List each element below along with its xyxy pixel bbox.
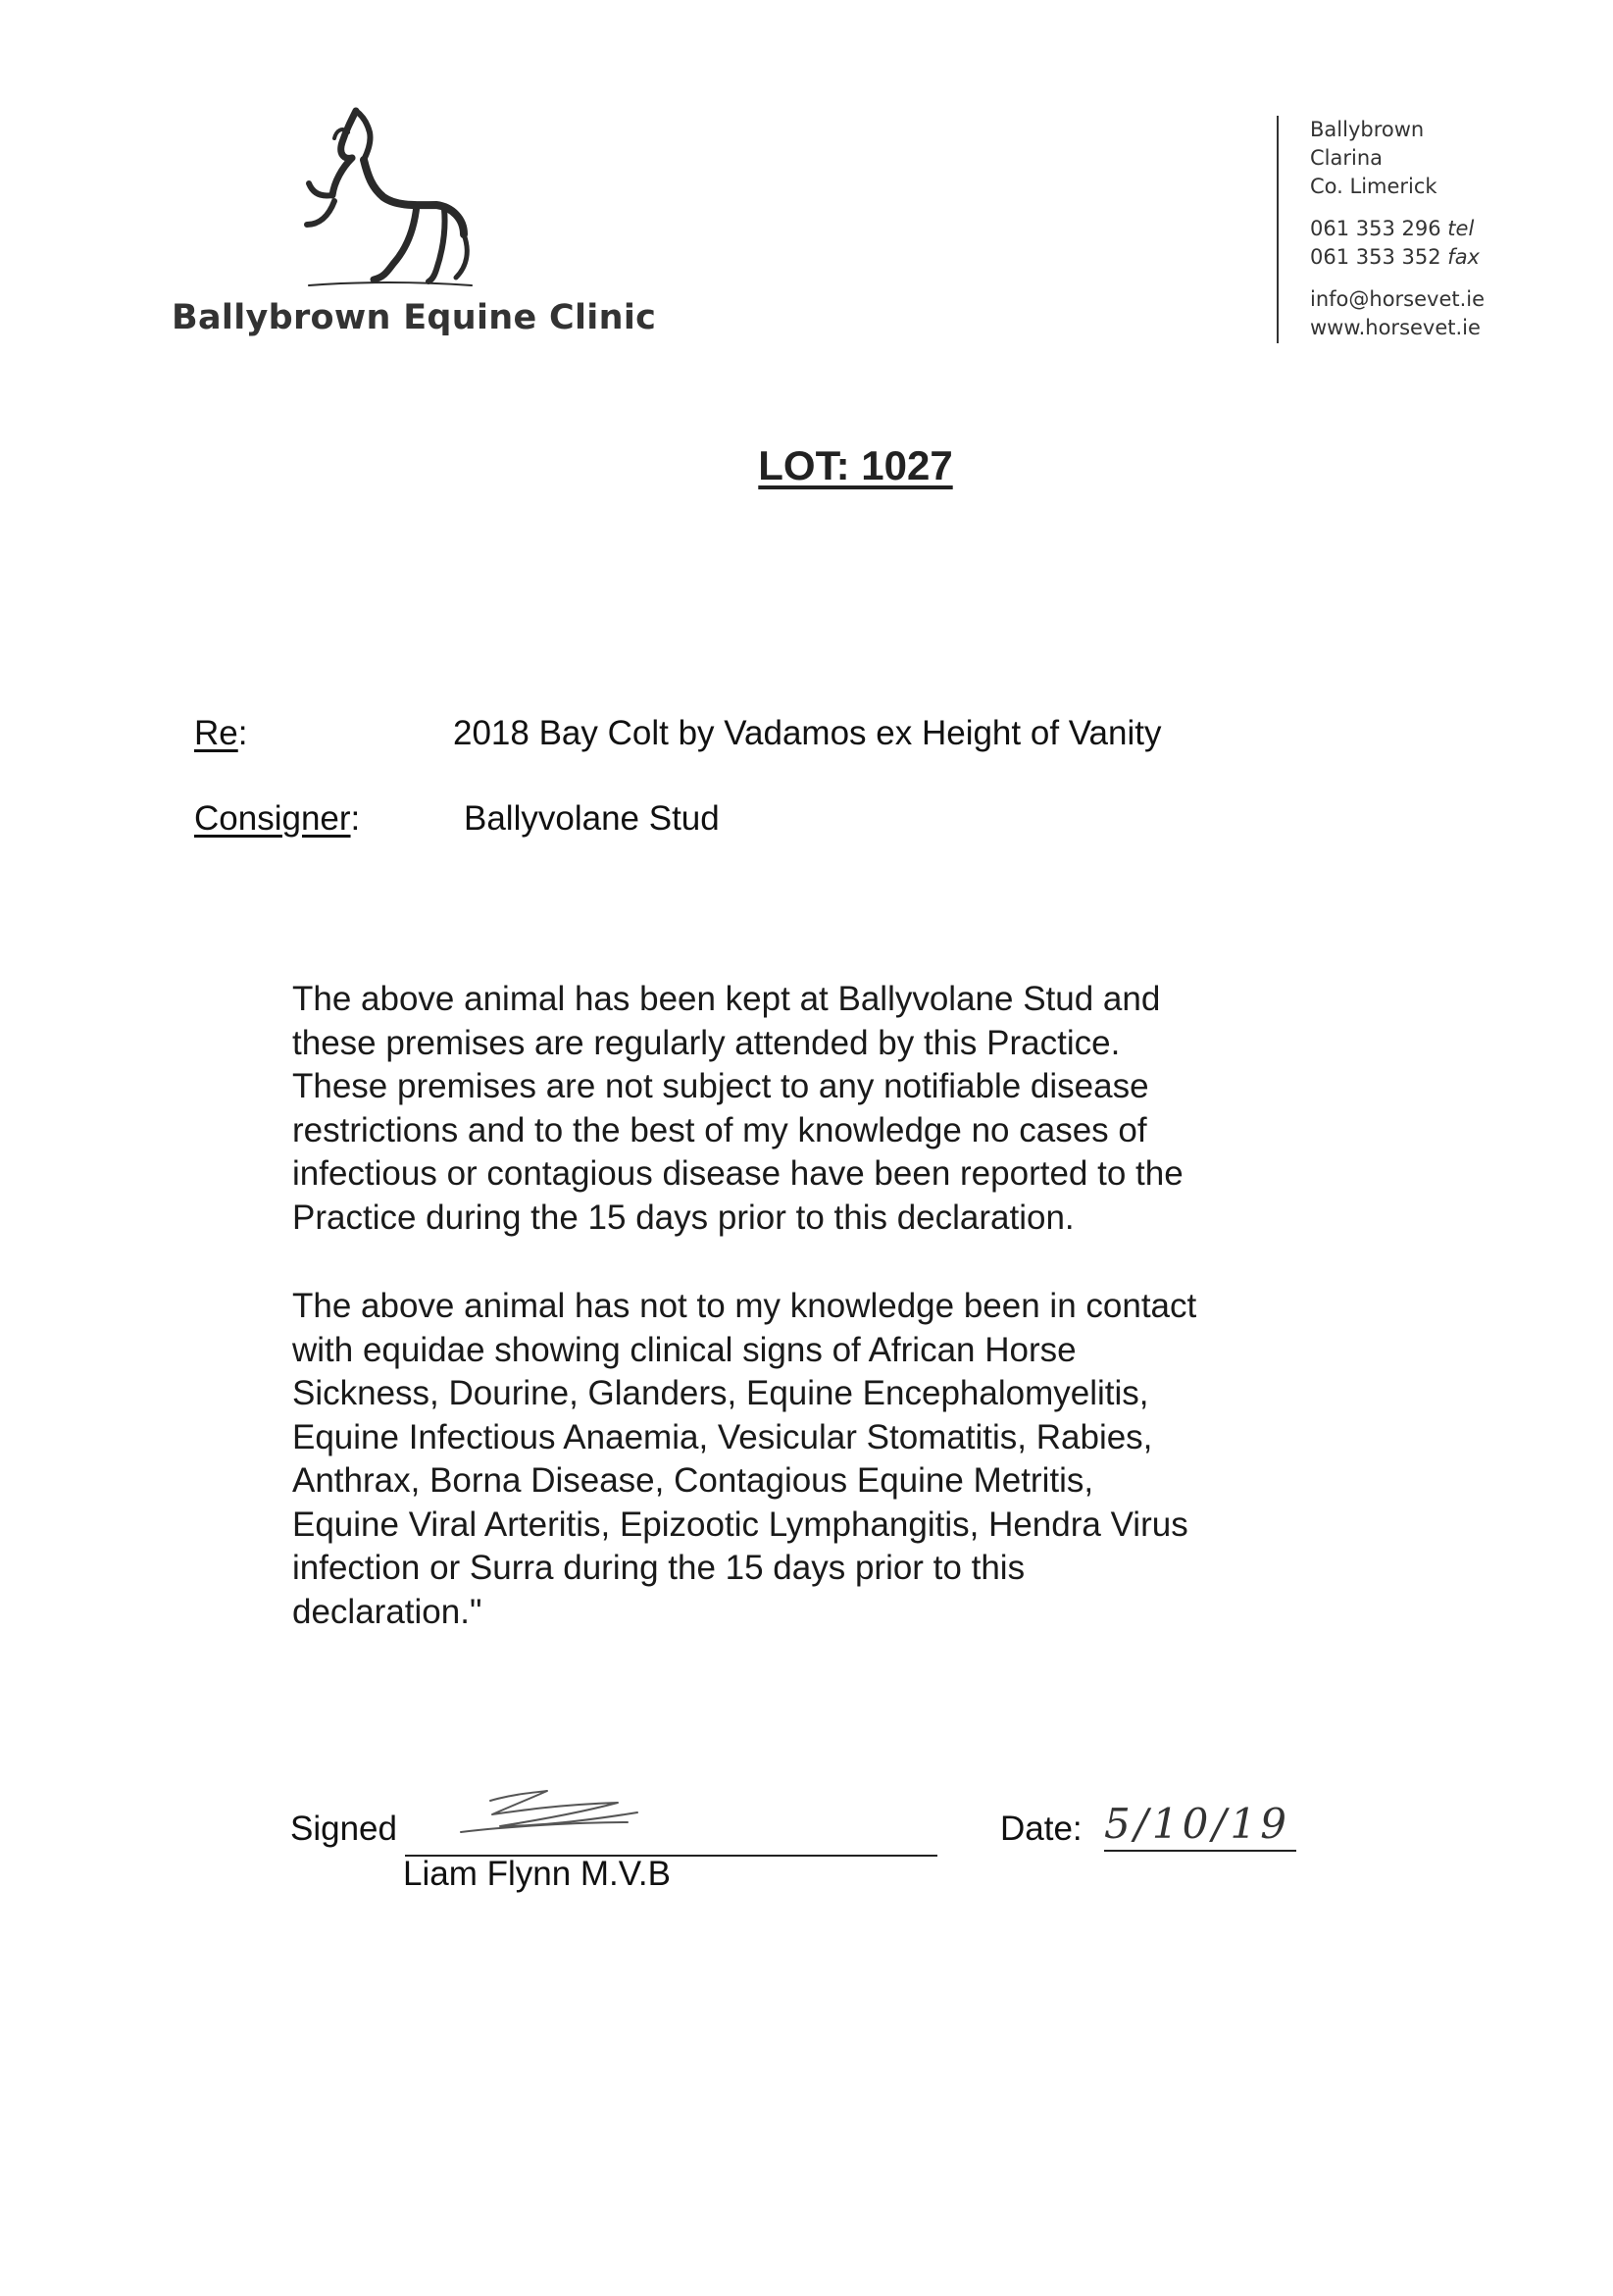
address-line-2: Clarina	[1310, 146, 1384, 170]
paragraph-line: Equine Infectious Anaemia, Vesicular Stomatitis, Rabies,	[292, 1417, 1153, 1456]
consigner-value: Ballyvolane Stud	[464, 799, 720, 838]
rearing-horse-logo-icon	[299, 103, 476, 289]
paragraph-line: Anthrax, Borna Disease, Contagious Equine Metritis,	[292, 1461, 1094, 1500]
signed-label: Signed	[290, 1810, 397, 1848]
date-value: 5/10/19	[1104, 1801, 1296, 1852]
paragraph-line: with equidae showing clinical signs of African Horse	[292, 1330, 1077, 1369]
contact-block	[1310, 116, 1485, 342]
website-link[interactable]: www.horsevet.ie	[1310, 316, 1481, 339]
paragraph-line: The above animal has not to my knowledge been in contact	[292, 1287, 1197, 1325]
paragraph-line: The above animal has been kept at Ballyvolane Stud and	[292, 980, 1161, 1018]
paragraph-line: Sickness, Dourine, Glanders, Equine Encephalomyelitis,	[292, 1374, 1149, 1412]
signer-name: Liam Flynn M.V.B	[403, 1855, 671, 1893]
handwritten-signature-icon	[431, 1783, 667, 1852]
re-value: 2018 Bay Colt by Vadamos ex Height of Vanity	[453, 714, 1162, 752]
re-label	[194, 714, 247, 753]
paragraph-line: declaration."	[292, 1592, 482, 1631]
fax-number: 061 353 352	[1310, 245, 1441, 269]
paragraph-line: infection or Surra during the 15 days prior to this	[292, 1549, 1026, 1587]
contact-spacer	[1310, 201, 1485, 215]
address-line-1: Ballybrown	[1310, 118, 1425, 141]
paragraph-line: These premises are not subject to any notifiable disease	[292, 1067, 1149, 1105]
address-line-3: Co. Limerick	[1310, 175, 1437, 198]
phone-number: 061 353 296	[1310, 217, 1441, 240]
consigner-label	[194, 799, 360, 839]
re-label-text: Re	[194, 714, 238, 752]
contact-spacer	[1310, 272, 1485, 285]
date-label: Date:	[1000, 1810, 1083, 1848]
contact-divider	[1277, 116, 1279, 343]
consigner-label-text: Consigner	[194, 799, 351, 838]
phone-suffix: tel	[1447, 217, 1475, 240]
re-colon: :	[237, 714, 248, 752]
clinic-name: Ballybrown Equine Clinic	[172, 298, 657, 337]
declaration-paragraph-1	[292, 978, 1332, 1240]
paragraph-line: these premises are regularly attended by this Practice.	[292, 1023, 1121, 1062]
lot-title: LOT: 1027	[758, 442, 953, 488]
paragraph-line: restrictions and to the best of my knowledge no cases of	[292, 1110, 1147, 1149]
email-link[interactable]: info@horsevet.ie	[1310, 287, 1486, 311]
fax-line	[1310, 243, 1485, 272]
paragraph-line: Equine Viral Arteritis, Epizootic Lymphangitis, Hendra Virus	[292, 1505, 1188, 1544]
phone-line	[1310, 215, 1485, 243]
paragraph-line: Practice during the 15 days prior to this declaration.	[292, 1198, 1075, 1237]
paragraph-line: infectious or contagious disease have been reported to the	[292, 1154, 1184, 1193]
fax-suffix: fax	[1447, 245, 1480, 269]
declaration-paragraph-2	[292, 1285, 1332, 1634]
consigner-colon: :	[350, 799, 361, 838]
